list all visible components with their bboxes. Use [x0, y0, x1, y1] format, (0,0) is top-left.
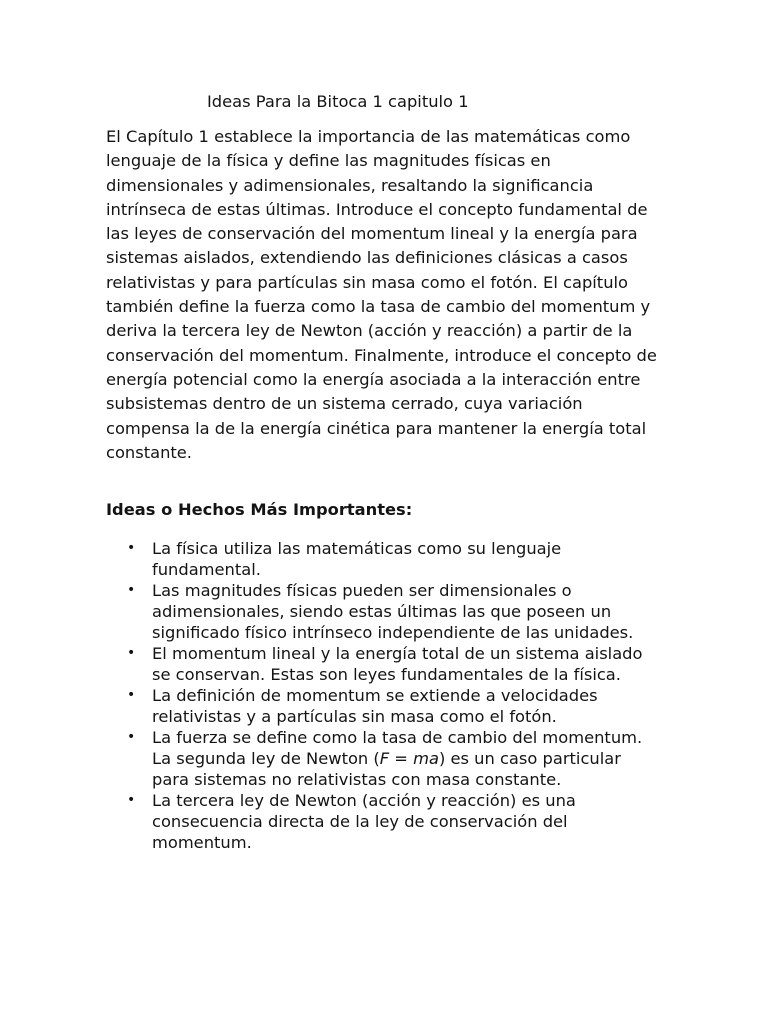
list-item: [127, 538, 657, 580]
list-item-text-before: La fuerza se define como la tasa de cambio del momentum. La segunda ley de Newton (: [152, 728, 643, 768]
list-item-text: La física utiliza las matemáticas como su lenguaje fundamental.: [152, 539, 562, 579]
bullet-icon: •: [127, 792, 136, 808]
bullet-icon: •: [127, 540, 136, 556]
bullet-icon: •: [127, 582, 136, 598]
list-item: [127, 643, 657, 685]
bullet-icon: •: [127, 729, 136, 745]
bullet-icon: •: [127, 645, 136, 661]
list-item: [127, 790, 657, 853]
section-heading: Ideas o Hechos Más Importantes:: [106, 500, 413, 519]
list-item: [127, 685, 657, 727]
list-item-text: La definición de momentum se extiende a velocidades relativistas y a partículas sin masa como el fotón.: [152, 686, 598, 726]
list-item-text: El momentum lineal y la energía total de un sistema aislado se conservan. Estas son leyes fundamentales de la física.: [152, 644, 643, 684]
document-title: Ideas Para la Bitoca 1 capitulo 1: [207, 92, 469, 111]
list-item-text: [152, 728, 642, 789]
list-item: [127, 580, 657, 643]
list-item: [127, 727, 657, 790]
bullet-icon: •: [127, 687, 136, 703]
list-item-text-after: ) es un caso particular para sistemas no relativistas con masa constante.: [152, 749, 621, 789]
important-ideas-list: [127, 538, 657, 853]
chapter-summary-paragraph: El Capítulo 1 establece la importancia de las matemáticas como lenguaje de la física y define las magnitudes físicas en dimensionales y adimensionales, resaltando la significancia intrínseca de estas últimas. Introduce el concepto fundamental de las leyes de conservación del momentum lineal y la energía para sistemas aislados, extendiendo las definiciones clásicas a casos relativistas y para partículas sin masa como el fotón. El capítulo también define la fuerza como la tasa de cambio del momentum y deriva la tercera ley de Newton (acción y reacción) a partir de la conservación del momentum. Finalmente, introduce el concepto de energía potencial como la energía asociada a la interacción entre subsistemas dentro de un sistema cerrado, cuya variación compensa la de la energía cinética para mantener la energía total constante.: [106, 127, 657, 462]
list-item-text: Las magnitudes físicas pueden ser dimensionales o adimensionales, siendo estas últimas las que poseen un significado físico intrínseco independiente de las unidades.: [152, 581, 634, 642]
list-item-text: La tercera ley de Newton (acción y reacción) es una consecuencia directa de la ley de conservación del momentum.: [152, 791, 576, 852]
newton-formula: F = ma: [379, 749, 439, 768]
